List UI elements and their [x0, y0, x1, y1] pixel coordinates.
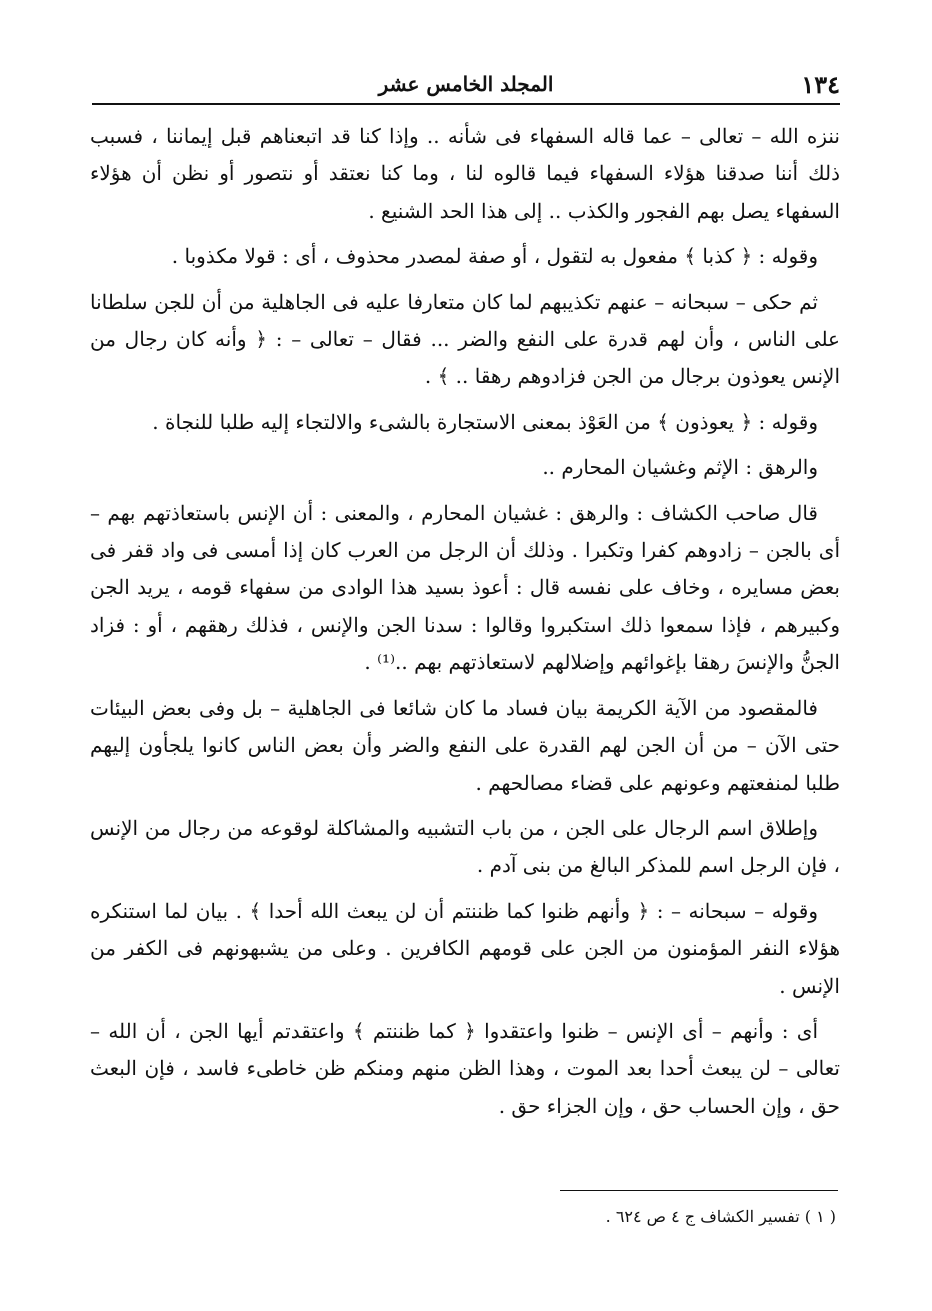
paragraph-7: فالمقصود من الآية الكريمة بيان فساد ما كان شائعا فى الجاهلية – بل وفى بعض البيئات حتى الآن – من أن الجن لهم القدرة على النفع والضر وأن بعض الناس كانوا يلجأون إليهم طلبا لمنفعتهم وعونهم على قضاء مصالحهم .: [90, 695, 840, 795]
paragraph-6: قال صاحب الكشاف : والرهق : غشيان المحارم ، والمعنى : أن الإنس باستعاذتهم بهم – أى بالجن – زادوهم كفرا وتكبرا . وذلك أن الرجل من العرب كان إذا أمسى فى واد قفر فى بعض مسايره ، وخاف على نفسه قال : أعوذ بسيد هذا الوادى من سفهاء قومه ، يريد الجن وكبيرهم ، فإذا سمعوا ذلك استكبروا وقالوا : سدنا الجن والإنس ، فذلك رهقهم ، أو : فزاد الجنُّ والإنسَ رهقا بإغوائهم وإضلالهم لاستعاذتهم بهم ..⁽¹⁾ .: [90, 500, 840, 675]
paragraph-2: وقوله : ﴿ كذبا ﴾ مفعول به لتقول ، أو صفة لمصدر محذوف ، أى : قولا مكذوبا .: [171, 244, 818, 269]
page-header: [92, 70, 840, 104]
paragraph-9: وقوله – سبحانه – : ﴿ وأنهم ظنوا كما ظننتم أن لن يبعث الله أحدا ﴾ . بيان لما استنكره هؤلاء النفر المؤمنون من الجن على قومهم الكافرين . وعلى من يشبهونهم فى الكفر من الإنس .: [90, 898, 840, 998]
footnote: ( ١ ) تفسير الكشاف ج ٤ ص ٦٢٤ .: [605, 1207, 836, 1226]
header-rule: [92, 103, 840, 105]
page-body: [90, 118, 840, 1133]
paragraph-3: ثم حكى – سبحانه – عنهم تكذيبهم لما كان متعارفا عليه فى الجاهلية من أن للجن سلطانا على الناس ، وأن لهم قدرة على النفع والضر ... فقال – تعالى – : ﴿ وأنه كان رجال من الإنس يعوذون برجال من الجن فزادوهم رهقا .. ﴾ .: [90, 289, 840, 389]
paragraph-5: والرهق : الإثم وغشيان المحارم ..: [542, 455, 818, 480]
paragraph-1: ننزه الله – تعالى – عما قاله السفهاء فى شأنه .. وإذا كنا قد اتبعناهم قبل إيماننا ، فسبب ذلك أننا صدقنا هؤلاء السفهاء فيما قالوه لنا ، وما كنا نعتقد أو نتصور أو نظن أن هؤلاء السفهاء يصل بهم الفجور والكذب .. إلى هذا الحد الشنيع .: [90, 124, 840, 223]
paragraph-10: أى : وأنهم – أى الإنس – ظنوا واعتقدوا ﴿ كما ظننتم ﴾ واعتقدتم أيها الجن ، أن الله – تعالى – لن يبعث أحدا بعد الموت ، وهذا الظن منهم ومنكم ظن خاطىء فاسد ، فإن البعث حق ، وإن الحساب حق ، وإن الجزاء حق .: [90, 1018, 840, 1118]
paragraph-8: وإطلاق اسم الرجال على الجن ، من باب التشبيه والمشاكلة لوقوعه من رجال من الإنس ، فإن الرجل اسم للمذكر البالغ من بنى آدم .: [90, 815, 840, 878]
footnote-rule: [560, 1190, 838, 1191]
paragraph-4: وقوله : ﴿ يعوذون ﴾ من العَوْذ بمعنى الاستجارة بالشىء والالتجاء إليه طلبا للنجاة .: [152, 409, 818, 434]
page-number: ١٣٤: [801, 70, 840, 99]
volume-title: المجلد الخامس عشر: [378, 72, 554, 96]
